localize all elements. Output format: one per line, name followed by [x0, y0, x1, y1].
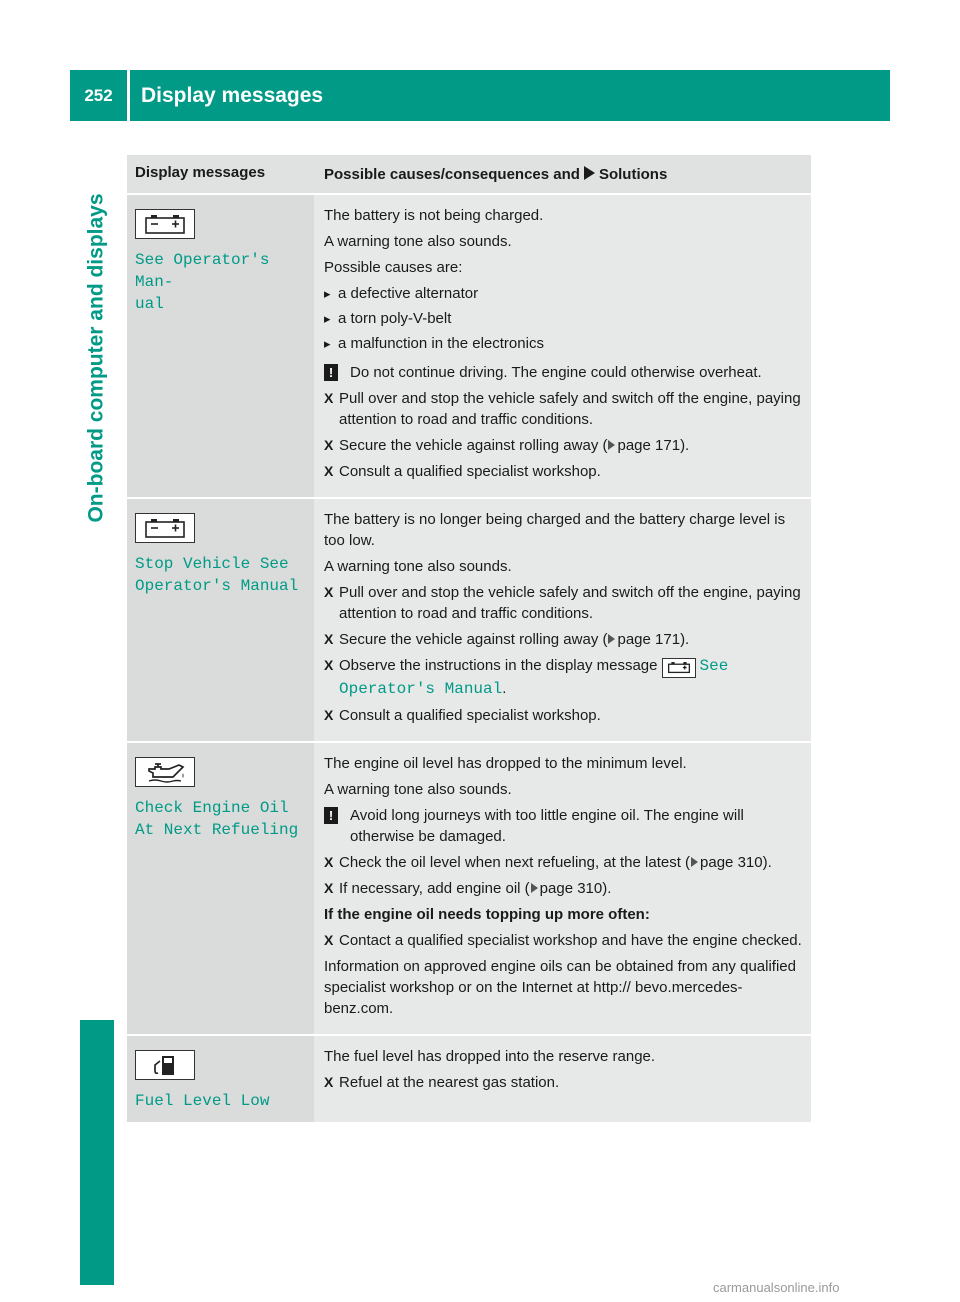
- table-row: [127, 1036, 811, 1124]
- side-tab: [70, 130, 123, 585]
- page-reference-link[interactable]: page 310: [700, 853, 763, 871]
- exclamation-icon: !: [324, 364, 338, 381]
- step-text: ).: [680, 437, 690, 454]
- solution-step: X Consult a qualified specialist workshop.: [324, 705, 803, 726]
- table-row: [127, 195, 811, 499]
- step-text: If necessary, add engine oil (: [339, 879, 530, 897]
- description-text: The battery is no longer being charged and the battery charge level is too low.: [324, 511, 786, 549]
- battery-icon: [135, 209, 195, 239]
- description-text: A warning tone also sounds.: [324, 780, 512, 798]
- solution-step: [324, 435, 803, 456]
- description-text: The fuel level has dropped into the reserve range.: [324, 1047, 656, 1065]
- play-arrow-icon: [584, 166, 595, 180]
- cause-bullet: ▸ a defective alternator: [324, 283, 803, 304]
- step-text: Observe the instructions in the display message: [339, 657, 658, 674]
- subheading: If the engine oil needs topping up more often:: [324, 905, 650, 923]
- header-causes-label: Possible causes/consequences and: [324, 166, 580, 183]
- message-cell: [127, 1036, 314, 1122]
- table-header-row: [127, 155, 811, 195]
- page-reference-link[interactable]: page 310: [539, 879, 603, 897]
- exclamation-icon: !: [324, 807, 338, 824]
- step-text: ).: [762, 853, 772, 871]
- cause-bullet: ▸ a malfunction in the electronics: [324, 333, 803, 354]
- page-reference-link[interactable]: page 171: [617, 631, 681, 648]
- step-text: Secure the vehicle against rolling away (: [339, 631, 608, 648]
- table-row: [127, 743, 811, 1036]
- display-message-text: Fuel Level Low: [135, 1091, 270, 1110]
- solution-step: [324, 852, 803, 873]
- step-text: Check the oil level when next refueling, at the latest (: [339, 853, 691, 871]
- solution-step: [324, 878, 803, 899]
- header-divider: [127, 70, 130, 121]
- solution-step: [324, 629, 803, 650]
- step-text: .: [502, 679, 507, 697]
- display-message-text: ual: [135, 295, 164, 313]
- battery-icon: [135, 513, 195, 543]
- page-number: 252: [84, 85, 113, 105]
- step-text: ).: [602, 879, 612, 897]
- message-cell: [127, 195, 314, 497]
- warning-text: Do not continue driving. The engine could otherwise overheat.: [350, 364, 762, 381]
- display-message-text: Operator's Manual: [339, 679, 503, 698]
- message-cell: [127, 499, 314, 741]
- display-message-text: See Operator's Man‐: [135, 251, 270, 291]
- display-message-text: Check Engine Oil: [135, 798, 289, 817]
- oil-can-icon: [135, 757, 195, 787]
- page-reference-icon: [531, 883, 538, 893]
- description-text: A warning tone also sounds.: [324, 233, 512, 250]
- solution-step: X Pull over and stop the vehicle safely and switch off the engine, paying attention to road and traffic conditions.: [324, 582, 803, 624]
- table-row: [127, 499, 811, 743]
- cause-bullet: ▸ a torn poly-V-belt: [324, 308, 803, 329]
- solution-cell: [314, 195, 811, 497]
- solution-step: [324, 655, 803, 700]
- step-text: Secure the vehicle against rolling away (: [339, 437, 608, 454]
- column-header-display-messages: Display messages: [135, 164, 266, 181]
- message-cell: [127, 743, 314, 1034]
- warning-note: [324, 362, 803, 383]
- solution-step: X Pull over and stop the vehicle safely and switch off the engine, paying attention to road and traffic conditions.: [324, 388, 803, 430]
- header-solutions-label: Solutions: [598, 166, 668, 183]
- page-reference-icon: [691, 857, 698, 867]
- solution-cell: [314, 499, 811, 741]
- fuel-pump-icon: [135, 1050, 195, 1080]
- info-text: Information on approved engine oils can be obtained from any qualified specialist workshop or on the Internet at http:// bevo.mercedes-benz.com.: [324, 957, 796, 1017]
- side-marker-block: [80, 1020, 114, 1285]
- step-text: ).: [680, 631, 690, 648]
- display-message-text: Operator's Manual: [135, 577, 299, 595]
- page-reference-icon: [608, 634, 615, 644]
- display-message-text: At Next Refueling: [135, 820, 299, 839]
- solution-step: X Consult a qualified specialist workshop.: [324, 461, 803, 482]
- description-text: A warning tone also sounds.: [324, 558, 512, 575]
- page-reference-icon: [608, 440, 615, 450]
- description-text: The engine oil level has dropped to the minimum level.: [324, 754, 687, 772]
- solution-cell: [314, 743, 811, 1034]
- display-message-text: See: [699, 657, 729, 675]
- solution-step: X Refuel at the nearest gas station.: [324, 1072, 803, 1093]
- page-title: Display messages: [141, 83, 324, 107]
- solution-cell: [314, 1036, 811, 1122]
- battery-icon: [662, 658, 696, 678]
- display-messages-table: [127, 155, 811, 1124]
- description-text: Possible causes are:: [324, 259, 463, 276]
- watermark: carmanualsonline.info: [713, 1280, 840, 1295]
- description-text: The battery is not being charged.: [324, 207, 544, 224]
- column-header-causes-solutions: [314, 155, 811, 193]
- warning-text: Avoid long journeys with too little engine oil. The engine will otherwise be damaged.: [350, 806, 744, 845]
- warning-note: [324, 805, 803, 847]
- solution-step: X Contact a qualified specialist workshop and have the engine checked.: [324, 930, 803, 951]
- display-message-text: Stop Vehicle See: [135, 555, 289, 573]
- side-tab-label: On-board computer and displays: [84, 192, 108, 523]
- page-reference-link[interactable]: page 171: [617, 437, 681, 454]
